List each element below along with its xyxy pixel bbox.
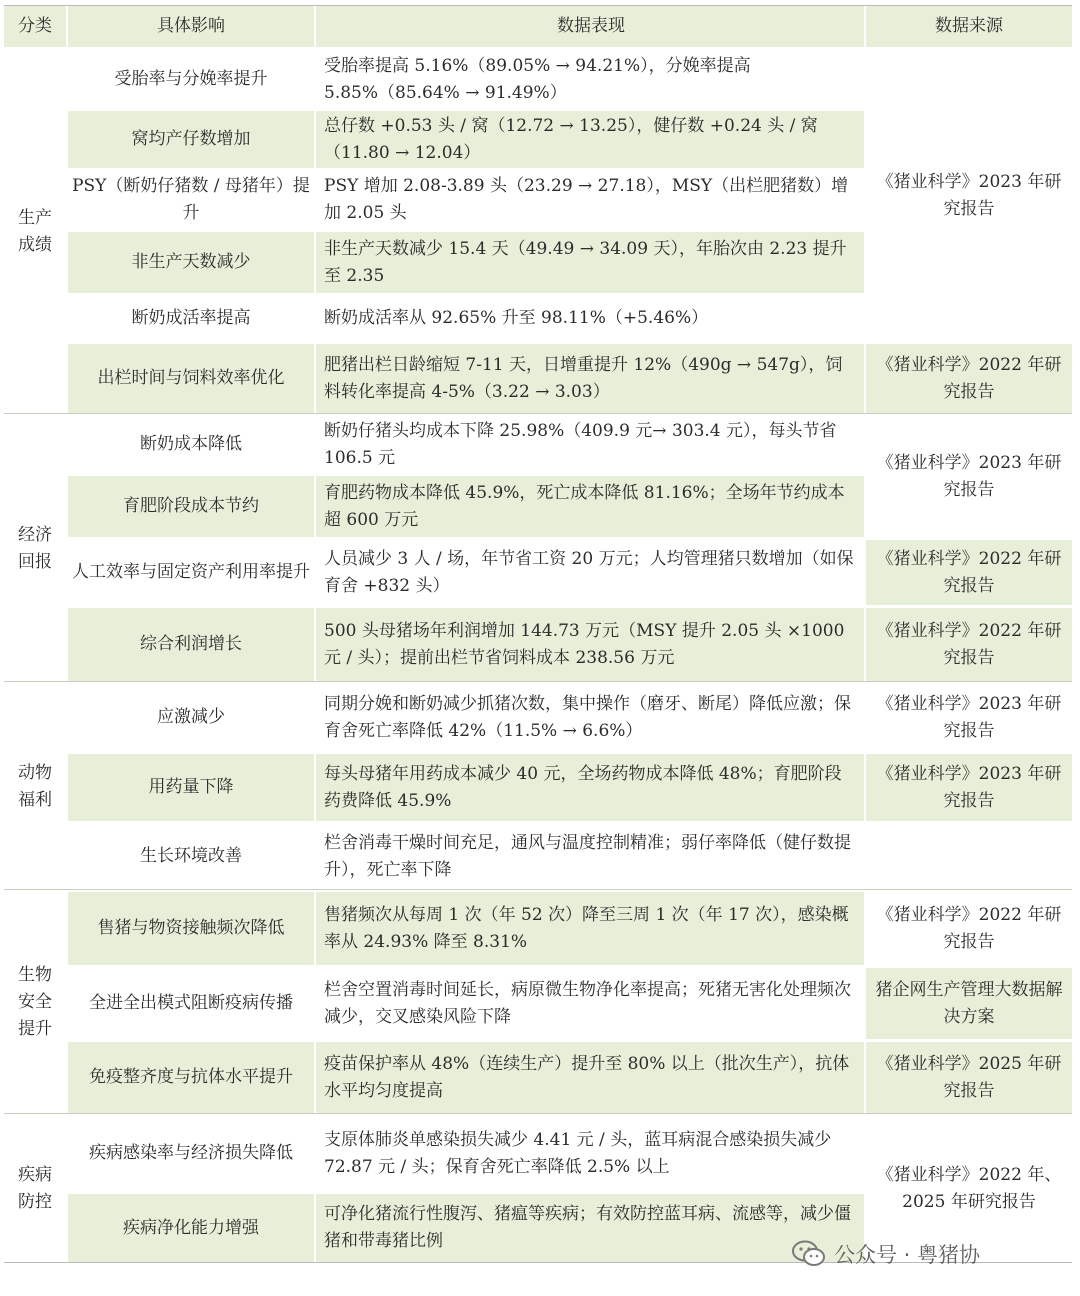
source-cell: 《猪业科学》2022 年研究报告 [866, 540, 1072, 605]
data-cell: 断奶成活率从 92.65% 升至 98.11%（+5.46%） [316, 296, 864, 341]
category-cell: 经济回报 [4, 416, 66, 681]
impact-cell: 疾病感染率与经济损失降低 [68, 1116, 314, 1191]
source-cell: 《猪业科学》2023 年研究报告 [866, 51, 1072, 341]
data-cell: 同期分娩和断奶减少抓猪次数，集中操作（磨牙、断尾）降低应激；保育舍死亡率降低 42%（11.5% → 6.6%） [316, 684, 864, 751]
data-cell: 每头母猪年用药成本减少 40 元，全场药物成本降低 48%；育肥阶段药费降低 45.9% [316, 754, 864, 821]
section-divider [4, 1113, 1072, 1114]
category-cell: 生物安全提升 [4, 892, 66, 1113]
data-cell: 受胎率提高 5.16%（89.05% → 94.21%），分娩率提高 5.85%（85.64% → 91.49%） [316, 51, 864, 108]
source-cell: 《猪业科学》2022 年研究报告 [866, 608, 1072, 681]
data-cell: 栏舍空置消毒时间延长，病原微生物净化率提高；死猪无害化处理频次减少，交叉感染风险下降 [316, 968, 864, 1039]
impact-cell: PSY（断奶仔猪数 / 母猪年）提升 [68, 171, 314, 229]
impact-cell: 应激减少 [68, 684, 314, 751]
section-divider [4, 413, 1072, 414]
data-cell: 可净化猪流行性腹泻、猪瘟等疾病；有效防控蓝耳病、流感等，减少僵猪和带毒猪比例 [316, 1194, 864, 1262]
impact-cell: 窝均产仔数增加 [68, 111, 314, 168]
watermark [792, 1234, 980, 1274]
section-divider [4, 889, 1072, 890]
impact-cell: 断奶成本降低 [68, 416, 314, 473]
data-cell: 总仔数 +0.53 头 / 窝（12.72 → 13.25），健仔数 +0.24 头 / 窝（11.80 → 12.04） [316, 111, 864, 168]
data-cell: 疫苗保护率从 48%（连续生产）提升至 80% 以上（批次生产），抗体水平均匀度提高 [316, 1042, 864, 1113]
category-cell: 生产成绩 [4, 51, 66, 413]
impact-cell: 断奶成活率提高 [68, 296, 314, 341]
impact-cell: 出栏时间与饲料效率优化 [68, 344, 314, 413]
source-cell [866, 824, 1072, 889]
impact-cell: 育肥阶段成本节约 [68, 476, 314, 537]
data-cell: 断奶仔猪头均成本下降 25.98%（409.9 元→ 303.4 元），每头节省 106.5 元 [316, 416, 864, 473]
impact-cell: 疾病净化能力增强 [68, 1194, 314, 1262]
source-cell: 《猪业科学》2022 年研究报告 [866, 892, 1072, 965]
impact-cell: 生长环境改善 [68, 824, 314, 889]
data-cell: 肥猪出栏日龄缩短 7-11 天，日增重提升 12%（490g → 547g），饲料转化率提高 4-5%（3.22 → 3.03） [316, 344, 864, 413]
data-cell: 育肥药物成本降低 45.9%，死亡成本降低 81.16%；全场年节约成本超 600 万元 [316, 476, 864, 537]
impact-cell: 受胎率与分娩率提升 [68, 51, 314, 108]
impact-cell: 综合利润增长 [68, 608, 314, 681]
section-divider [4, 681, 1072, 682]
source-cell: 《猪业科学》2022 年、2025 年研究报告 [866, 1116, 1072, 1262]
watermark-text: 公众号 · 粤猪协 [834, 1243, 981, 1267]
impact-cell: 免疫整齐度与抗体水平提升 [68, 1042, 314, 1113]
header-cell: 具体影响 [68, 6, 314, 47]
category-cell: 动物福利 [4, 684, 66, 889]
source-cell: 《猪业科学》2022 年研究报告 [866, 344, 1072, 413]
impact-cell: 全进全出模式阻断疫病传播 [68, 968, 314, 1039]
source-cell: 《猪业科学》2023 年研究报告 [866, 416, 1072, 537]
data-cell: PSY 增加 2.08-3.89 头（23.29 → 27.18），MSY（出栏肥猪数）增加 2.05 头 [316, 171, 864, 229]
source-cell: 猪企网生产管理大数据解决方案 [866, 968, 1072, 1039]
impact-cell: 非生产天数减少 [68, 232, 314, 293]
data-cell: 售猪频次从每周 1 次（年 52 次）降至三周 1 次（年 17 次），感染概率从 24.93% 降至 8.31% [316, 892, 864, 965]
source-cell: 《猪业科学》2023 年研究报告 [866, 754, 1072, 821]
data-cell: 栏舍消毒干燥时间充足，通风与温度控制精准；弱仔率降低（健仔数提升），死亡率下降 [316, 824, 864, 889]
header-cell: 数据来源 [866, 6, 1072, 47]
header-cell: 分类 [4, 6, 66, 47]
data-cell: 500 头母猪场年利润增加 144.73 万元（MSY 提升 2.05 头 ×1000 元 / 头）；提前出栏节省饲料成本 238.56 万元 [316, 608, 864, 681]
table-header [4, 6, 1072, 47]
impact-cell: 售猪与物资接触频次降低 [68, 892, 314, 965]
category-cell: 疾病防控 [4, 1116, 66, 1262]
source-cell: 《猪业科学》2023 年研究报告 [866, 684, 1072, 751]
data-cell: 人员减少 3 人 / 场，年节省工资 20 万元；人均管理猪只数增加（如保育舍 +832 头） [316, 540, 864, 605]
impact-cell: 人工效率与固定资产利用率提升 [68, 540, 314, 605]
impact-cell: 用药量下降 [68, 754, 314, 821]
source-cell: 《猪业科学》2025 年研究报告 [866, 1042, 1072, 1113]
data-cell: 支原体肺炎单感染损失减少 4.41 元 / 头，蓝耳病混合感染损失减少 72.87 元 / 头；保育舍死亡率降低 2.5% 以上 [316, 1116, 864, 1191]
data-cell: 非生产天数减少 15.4 天（49.49 → 34.09 天），年胎次由 2.23 提升至 2.35 [316, 232, 864, 293]
wechat-icon [792, 1240, 826, 1268]
header-cell: 数据表现 [316, 6, 864, 47]
